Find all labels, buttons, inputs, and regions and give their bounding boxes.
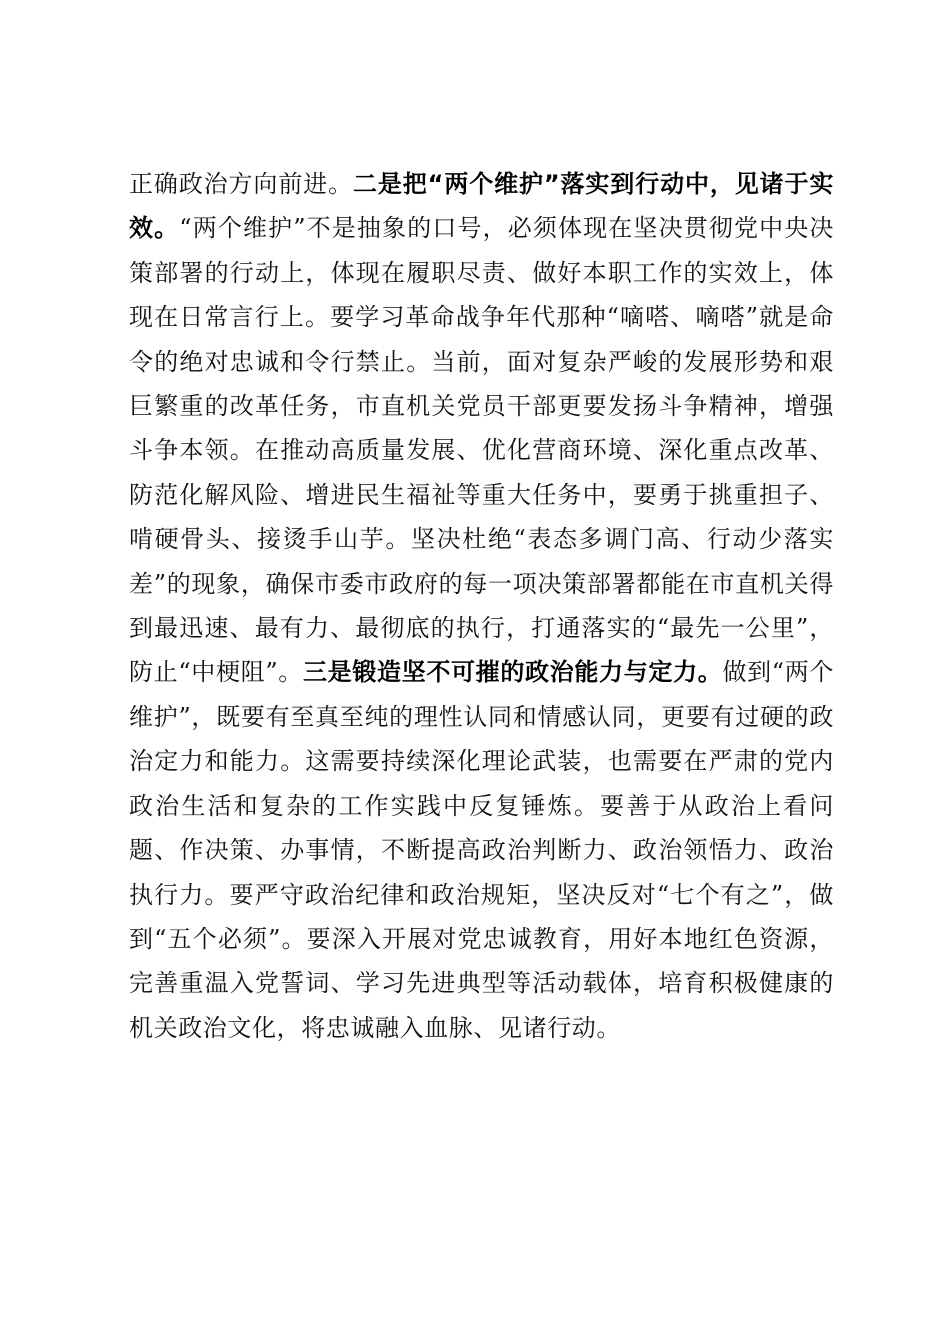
text-segment-1: 正确政治方向前进。 xyxy=(129,170,353,198)
point-3-heading: 三是锻造坚不可摧的政治能力与定力。 xyxy=(302,658,723,687)
point-2-heading: 二是把“两个维护”落实到行动中，见诸于实效。 xyxy=(129,170,835,243)
text-segment-2: “两个维护”不是抽象的口号，必须体现在坚决贯彻党中央决策部署的行动上，体现在履职尽责、做好本职工作的实效上，体现在日常言行上。要学习革命战争年代那种“嘀嗒、嘀嗒”就是命令的绝对忠诚和令行禁止。当前，面对复杂严峻的发展形势和艰巨繁重的改革任务，市直机关党员干部更要发扬斗争精神，增强斗争本领。在推动高质量发展、优化营商环境、深化重点改革、防范化解风险、增进民生福祉等重大任务中，要勇于挑重担子、啃硬骨头、接烫手山芋。坚决杜绝“表态多调门高、行动少落实差”的现象，确保市委市政府的每一项决策部署都能在市直机关得到最迅速、最有力、最彻底的执行，打通落实的“最先一公里”，防止“中梗阻”。 xyxy=(129,214,834,687)
text-segment-3: 做到“两个维护”，既要有至真至纯的理性认同和情感认同，更要有过硬的政治定力和能力。这需要持续深化理论武装，也需要在严肃的党内政治生活和复杂的工作实践中反复锤炼。要善于从政治上看问题、作决策、办事情，不断提高政治判断力、政治领悟力、政治执行力。要严守政治纪律和政治规矩，坚决反对“七个有之”，做到“五个必须”。要深入开展对党忠诚教育，用好本地红色资源，完善重温入党誓词、学习先进典型等活动载体，培育积极健康的机关政治文化，将忠诚融入血脉、见诸行动。 xyxy=(129,658,835,1042)
body-paragraph xyxy=(129,162,834,1050)
